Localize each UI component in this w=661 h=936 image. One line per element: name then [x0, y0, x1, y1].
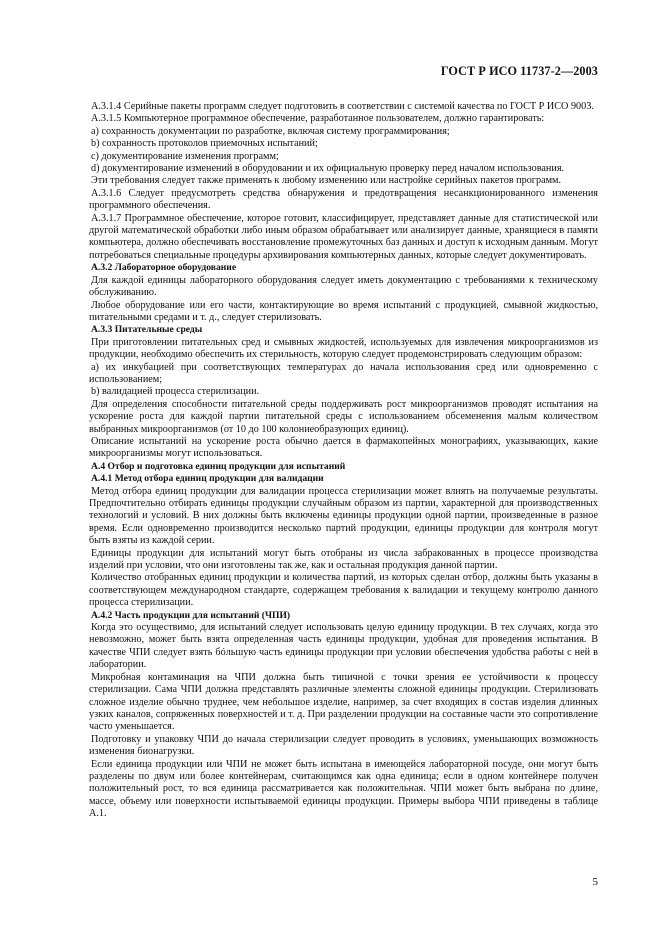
document-code-header: ГОСТ Р ИСО 11737-2—2003 [440, 64, 598, 78]
heading-a-4: А.4 Отбор и подготовка единиц продукции для испытаний [91, 460, 346, 472]
list-item-d: d) документирование изменений в оборудовании и их официальную проверку перед началом использования. [91, 163, 565, 175]
heading-a-3-2: А.3.2 Лабораторное оборудование [91, 262, 237, 274]
heading-a-3-3: А.3.3 Питательные среды [91, 324, 203, 336]
paragraph-rejected-units: Единицы продукции для испытаний могут быть отобраны из числа забракованных в процессе производства изделий при условии, что они изготовлены так же, как и остальная продукция данной партии. [89, 547, 598, 572]
paragraph-packaging: Подготовку и упаковку ЧПИ до начала стерилизации следует проводить в условиях, уменьшающих возможность изменения бионагрузки. [89, 733, 598, 758]
paragraph-lab-equipment-sterilize: Любое оборудование или его части, контактирующие во время испытаний с продукцией, смывной жидкостью, питательными средами и т. д., следует стерилизовать. [89, 299, 598, 323]
list-item-b-validation: b) валидацией процесса стерилизации. [91, 386, 260, 398]
heading-a-4-2: А.4.2 Часть продукции для испытаний (ЧПИ) [91, 609, 291, 621]
paragraph-whole-unit: Когда это осуществимо, для испытаний следует использовать целую единицу продукции. В тех случаях, когда это невозможно, может быть взята определенная часть единицы продукции, удобная для проведения испытания. В качестве ЧПИ следует взять бóльшую часть единицы продукции при условии обеспечения удобства работы с ней в лаборатории. [89, 622, 598, 671]
heading-a-4-1: А.4.1 Метод отбора единиц продукции для валидации [91, 473, 324, 485]
paragraph-media-preparation: При приготовлении питательных сред и смывных жидкостей, используемых для извлечения микроорганизмов из продукции, необходимо обеспечить их стерильность, которую следует продемонстрировать следующим образом: [89, 336, 598, 361]
paragraph-requirements: Эти требования следует также применять к любому изменению или настройке серийных пакетов программ. [91, 175, 562, 187]
clause-a-3-1-6: А.3.1.6 Следует предусмотреть средства обнаружения и предотвращения несанкционированного изменения программного обеспечения. [89, 187, 598, 212]
list-item-c: c) документирование изменения программ; [91, 150, 279, 162]
document-body [89, 101, 598, 821]
clause-a-3-1-7: А.3.1.7 Программное обеспечение, которое готовит, классифицирует, представляет данные для статистической или другой математической обработки либо иным образом обрабатывает или анализирует данные, хранящиеся в памяти компьютера, должно обеспечивать восстановление промежуточных баз данных и доступ к исходным данным. Могут потребоваться специальные процедуры архивирования компьютерных данных, которые следует документировать. [89, 212, 598, 261]
paragraph-growth-promotion: Для определения способности питательной среды поддерживать рост микроорганизмов проводят испытания на ускорение роста для каждой партии питательной среды с использованием обсеменения малым количеством выбранных микроорганизмов (от 10 до 100 колониеобразующих единиц). [89, 398, 598, 435]
page-number: 5 [592, 876, 598, 888]
paragraph-sample-quantity: Количество отобранных единиц продукции и количества партий, из которых сделан отбор, должны быть указаны в соответствующем международном стандарте, содержащем требования к валидации и текущему контролю данного процесса стерилизации. [89, 572, 598, 609]
list-item-a: а) сохранность документации по разработке, включая систему программирования; [91, 125, 450, 137]
paragraph-containers: Если единица продукции или ЧПИ не может быть испытана в имеющейся лабораторной посуде, они могут быть разделены по двум или более контейнерам, считающимся как одна единица; если в одном контейнере получен положительный рост, то вся единица рассматривается как положительная. ЧПИ может быть выбрана по длине, массе, объему или поверхности испытываемой единицы продукции. Примеры выбора ЧПИ приведены в таблице А.1. [89, 758, 598, 820]
paragraph-lab-equipment-docs: Для каждой единицы лабораторного оборудования следует иметь документацию с требованиями к техническому обслуживанию. [89, 274, 598, 299]
paragraph-microbial-contamination: Микробная контаминация на ЧПИ должна быть типичной с точки зрения ее устойчивости к процессу стерилизации. Сама ЧПИ должна представлять различные элементы сложной единицы продукции. Стерилизовать сложное изделие обычно труднее, чем небольшое изделие, например, за счет входящих в состав изделия длинных узких каналов, сопряженных поверхностей и т. д. При разделении продукции на составные части это сопротивление часто уменьшается. [89, 671, 598, 733]
paragraph-sampling-method: Метод отбора единиц продукции для валидации процесса стерилизации может влиять на получаемые результаты. Предпочтительно отбирать единицы продукции случайным образом из партии, характерной для производственных технологий и условий. В них должны быть включены единицы продукции одной партии, произведенные в разное время. Если одновременно производится несколько партий продукции, единицы продукции для контроля могут быть взяты из каждой серии. [89, 485, 598, 547]
list-item-b: b) сохранность протоколов приемочных испытаний; [91, 138, 318, 150]
list-item-a-incubation: а) их инкубацией при соответствующих температурах до начала использования сред или одновременно с использованием; [89, 361, 598, 385]
clause-a-3-1-5: А.3.1.5 Компьютерное программное обеспечение, разработанное пользователем, должно гарантировать: [91, 113, 545, 125]
clause-a-3-1-4: А.3.1.4 Серийные пакеты программ следует подготовить в соответствии с системой качества по ГОСТ Р ИСО 9003. [91, 101, 594, 112]
paragraph-pharmacopoeia: Описание испытаний на ускорение роста обычно дается в фармакопейных монографиях, указывающих, какие микроорганизмы могут использоваться. [89, 435, 598, 460]
